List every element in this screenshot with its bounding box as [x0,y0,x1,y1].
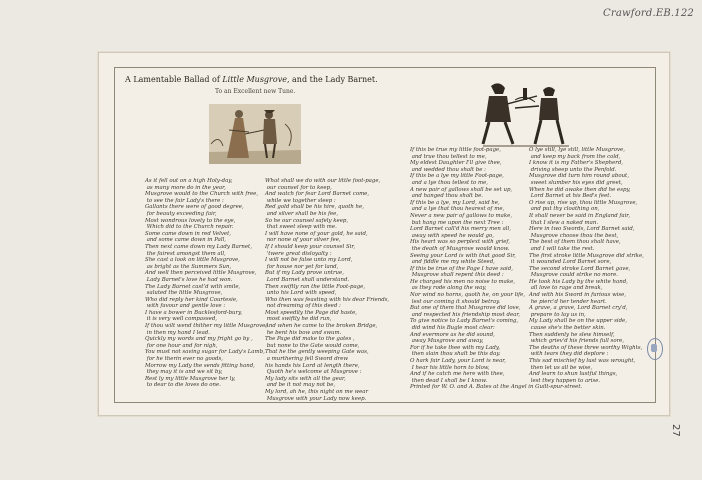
woodcut-couple-image [209,104,301,164]
ballad-column-1: As it fell out on a high Holy-day, as many more do in the year, Musgrove would to the Church with free, to see the fair Lady's there : Gallants there were of good degree, for beauty exceeding fair, Most wondrous lovely to the eye, Which did to the Church repair. Some came down in red Velvet, and some came down in Pall, Then next came down my Lady Barnet, the fairest amongst them all, She cast a look on little Musgrove, as bright as the Summers Sun, And well then perceived little Musgrove, Lady Barnet's love he had won. The Lady Barnet cast’d with smile, saluted the little Musgrove, Who did reply her kind Courtesie, with favour and gentle love : I have a bower in Bucklesford-bury, it is very well compassed, If thou wilt wend thither my little Musgrove, in then my hand I lead. Quickly my words and my fright go by , for one hour and for nigh, You must not saving sugar for Lady's Lamb, for he therin ever no goods, Morrow my Lady the sends fitting hand, they may it is and we sit by, Rest ly my little Musgrove her ly, to dear to die loves do one. [145,178,268,389]
woodcut-sword-fight-image [475,78,577,152]
shelfmark-note: Crawford.EB.122 [603,8,694,19]
folio-number: 27 [670,424,682,437]
title-prefix: A Lamentable Ballad of [125,75,223,84]
ballad-frame [114,67,656,403]
title-suffix: , and the Lady Barnet. [286,75,378,84]
ballad-title [125,76,385,85]
ballad-column-4: O lye still, lye still, little Musgrove, and keep my back from the cold, I know it is my Father's Shepherd, driving sheep unto the Penfold. Musgrove did turn him round about, sweet slumber his eyes did greet, When he did awake then did he espy, Lord Barnet at his Bed's feet. O rise up, rise up, thou little Musgrove, and put thy cloathing on, It shall never be said in England fair, that I slew a naked man. Here in two Swords, Lord Barnet said, Musgrove choose thou the best, The best of them thou shalt have, and I will take the rest. The first stroke little Musgrove did strike, it wounded Lord Barnet sore, The second stroke Lord Barnet gave, Musgrove could strike no more. He took his Lady by the white hand, all love to rage and break, And with his Sword in furious wise, he pierc'd her tender heart. A grave, a grave, Lord Barnet cry'd, prepare to lay us in, My Lady shall be on the upper side, cause she's the better skin. Then suddenly he slew himself, which griev'd his friends full sore, The deaths of these three worthy Wights, with tears they did deplore : This sad mischief by lust was wrought, then let us all be wise, And learn to shun lustful things, lest they happen to arise. [529,147,644,384]
ballad-column-3: If this be true my little foot-page, and true thou tellest to me, My eldest Daughter I'll give thee, and wedded thou shalt be : If this be a lye my little Foot-page, and a lye thou tellest to me, A new pair of gallows shall be set up, and hanged thou shalt be. If this be a lye, my Lord, said he, and a lye that thou hearest of me, Never a new pair of gallows to make, but hang me upon the next Tree : Lord Barnet call'd his merry men all, away with speed he would go, His heart was so perplext with grief, the death of Musgrove would know. Seeing your Lord is with that good Sir, and fiddle me my white Steed, If this be true of the Page I have said, Musgrove shall repent this deed : He charged his men no noise to make, as they rode along the way, Nor wind no horns, quoth he, on your life, lest our coming it should betray. But one of them that Musgrove did love, and respected his friendship most dear, To give notice to Lady Barnet's coming, did wind his Bugle most clear: And evermore as he did sound, away Musgrove and away, For if he take thee with my Lady, then slain thou shalt be this day. O hark fair Lady, your Lord is near, I hear his little horn to blow, And if he catch me here with thee, then dead I shall be I know. Printed for W. O. and A. Bates at the Angel in Guilt-spur-street. [410,147,583,391]
ballad-column-2: What shall we do with our little foot-page, our counsel for to keep, And watch for fear Lord Barnet come, while we together sleep : Red gold shall be his hire, quoth he, and silver shall be his fee, So he our counsel safely keep, that sweet sleep with me. I will have none of your gold, he said, nor none of your silver fee, If I should keep your counsel Sir, 'twere great disloyalty : I will not be false unto my Lord, for house nor yet for land, But if my Lady prove untrue, Lord Barnet shall understand. Then swiftly ran the little Foot-page, unto his Lord with speed, Who then was feasting with his dear Friends, not dreaming of this deed : Most speedily the Page did haste, most swiftly he did run, And when he came to the broken Bridge, he bent his bow and swum. The Page did make to the gates , but none to the Gate would come, That he the gently weeping Gate was, a murthering fell Sword drew his hands his Lord at length there, Quoth he's welcome at Musgrove : My lady sits with all the gear, and be it not may not be, My lord, ah he, this night on me wear Musgrove with your Lady now keep. [265,178,390,402]
title-name: Little Musgrove [222,75,287,84]
ballad-tune: To an Excellent new Tune. [215,88,296,95]
ballad-sheet [98,52,670,416]
library-stamp-image [647,338,663,360]
